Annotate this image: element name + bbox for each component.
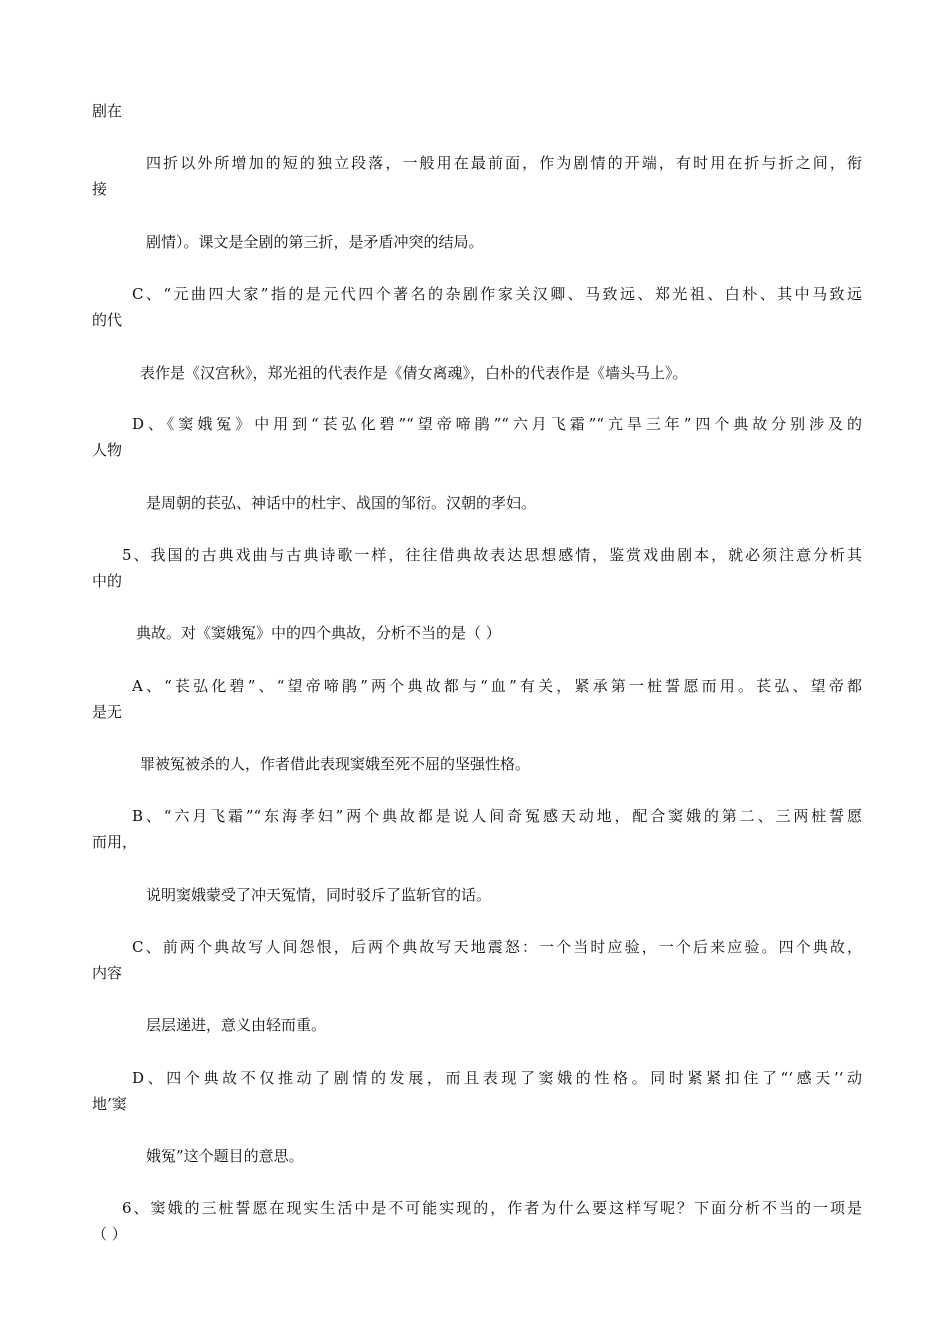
text-line: 四折以外所增加的短的独立段落，一般用在最前面，作为剧情的开端，有时用在折与折之间，衔 — [146, 154, 862, 172]
text-line: 的代 — [92, 311, 123, 329]
text-line: 地’窦 — [92, 1095, 127, 1113]
text-line: 剧在 — [92, 102, 123, 120]
text-line: 人物 — [92, 441, 123, 459]
text-line: 而用， — [92, 833, 138, 851]
text-line: 是周朝的苌弘、神话中的杜宇、战国的邹衍。汉朝的孝妇。 — [146, 494, 537, 512]
text-line: 中的 — [92, 572, 123, 590]
text-line: 表作是《汉宫秋》，郑光祖的代表作是《倩女离魂》，白朴的代表作是《墙头马上》。 — [140, 364, 688, 382]
text-line: 内容 — [92, 964, 123, 982]
question-6-line: 6、窦娥的三桩誓愿在现实生活中是不可能实现的，作者为什么要这样写呢？下面分析不当的一项是 — [122, 1199, 862, 1217]
option-b-line: B、“六月飞霜”“东海孝妇”两个典故都是说人间奇冤感天动地，配合窦娥的第二、三两桩誓愿 — [132, 807, 862, 825]
text-line: 层层递进，意义由轻而重。 — [146, 1016, 327, 1034]
option-c-line: C、“元曲四大家”指的是元代四个著名的杂剧作家关汉卿、马致远、郑光祖、白朴、其中马致远 — [132, 285, 862, 303]
question-5-line: 5、我国的古典戏曲与古典诗歌一样，往往借典故表达思想感情，鉴赏戏曲剧本，就必须注意分析其 — [122, 546, 862, 564]
text-line: 罪被冤被杀的人，作者借此表现窦娥至死不屈的坚强性格。 — [140, 755, 531, 773]
text-line: 说明窦娥蒙受了冲天冤情，同时驳斥了监斩官的话。 — [146, 886, 492, 904]
text-line: （ ） — [92, 1225, 127, 1243]
option-d-line: D、《窦娥冤》中用到“苌弘化碧”“望帝啼鹃”“六月飞霜”“亢旱三年”四个典故分别涉及的 — [132, 415, 862, 433]
option-c-line: C、前两个典故写人间怨恨，后两个典故写天地震怒：一个当时应验，一个后来应验。四个典故， — [132, 938, 862, 956]
option-d-line: D、四个典故不仅推动了剧情的发展，而且表现了窦娥的性格。同时紧紧扣住了“‘感天’‘动 — [132, 1069, 862, 1087]
text-line: 娥冤”这个题目的意思。 — [146, 1147, 304, 1165]
option-a-line: A、“苌弘化碧”、“望帝啼鹃”两个典故都与“血”有关，紧承第一桩誓愿而用。苌弘、望帝都 — [132, 677, 862, 695]
text-line: 是无 — [92, 703, 123, 721]
text-line: 接 — [92, 180, 108, 198]
text-line: 剧情）。课文是全剧的第三折，是矛盾冲突的结局。 — [146, 233, 484, 251]
text-line: 典故。对《窦娥冤》中的四个典故，分析不当的是（ ） — [136, 624, 501, 642]
